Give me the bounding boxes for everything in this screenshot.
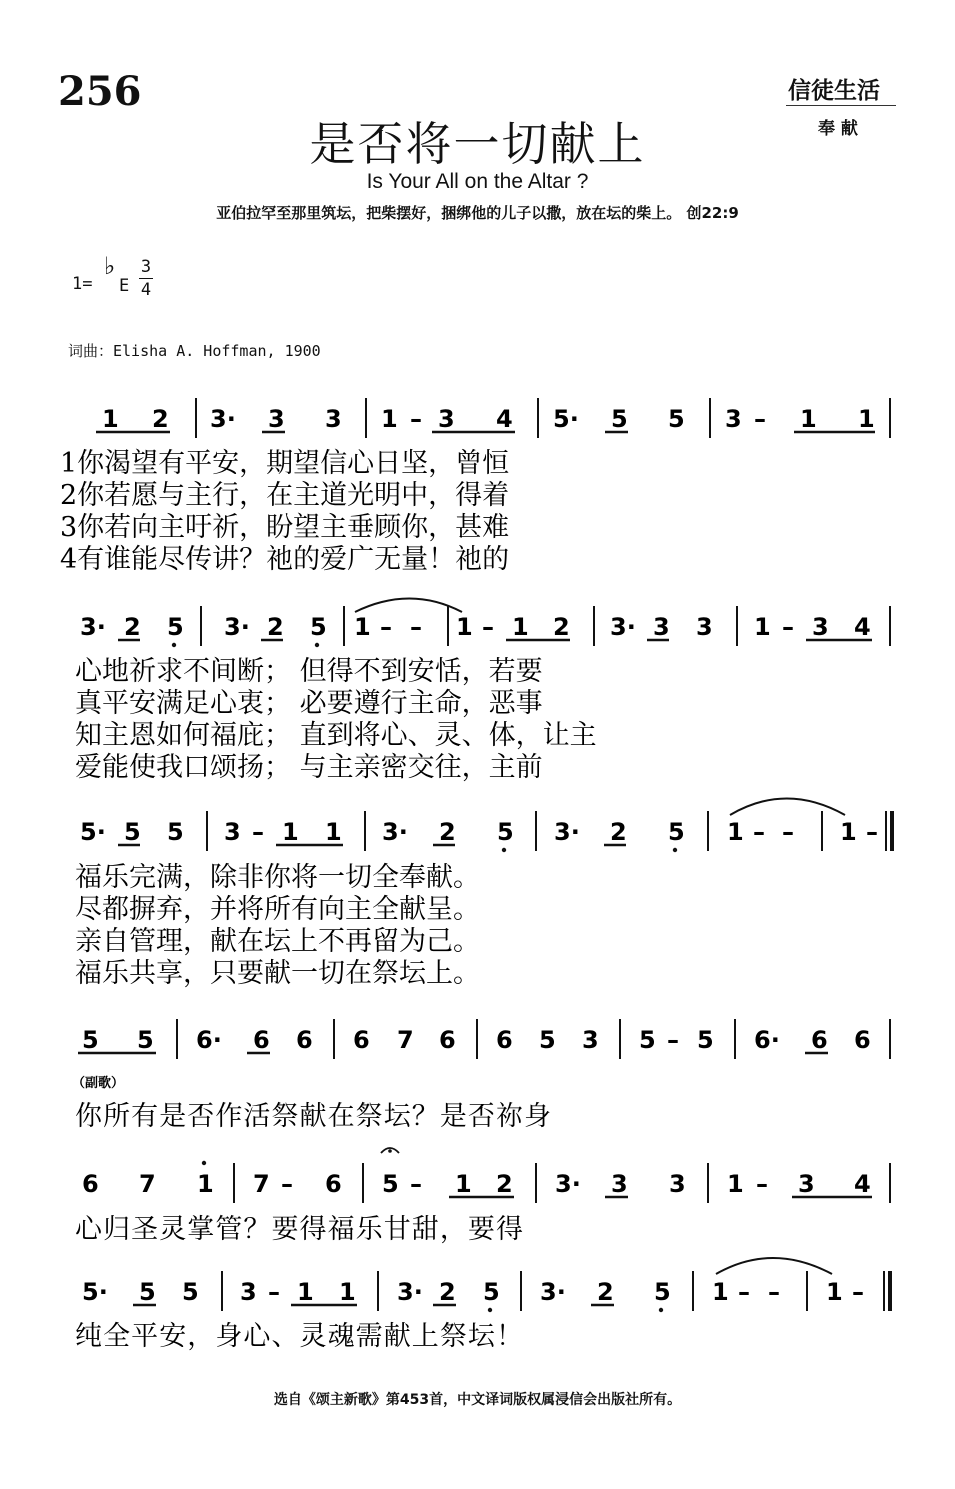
flat-sign: ♭: [104, 252, 116, 280]
svg-text:–: –: [782, 818, 794, 846]
time-signature-top: 3: [140, 257, 152, 277]
svg-text:3: 3: [224, 818, 241, 846]
svg-text:5: 5: [539, 1026, 556, 1054]
svg-text:–: –: [782, 613, 794, 641]
svg-text:–: –: [268, 1278, 280, 1306]
svg-text:1: 1: [754, 613, 771, 641]
svg-text:3: 3: [582, 1026, 599, 1054]
svg-text:6·: 6·: [754, 1026, 780, 1054]
lyric-line: 福乐完满，除非你将一切全奉献。: [75, 862, 480, 893]
svg-text:3·: 3·: [555, 1170, 581, 1198]
svg-text:3·: 3·: [610, 613, 636, 641]
svg-text:6: 6: [325, 1170, 342, 1198]
lyric-line: 心归圣灵掌管？要得福乐甘甜，要得: [75, 1214, 523, 1245]
svg-text:1: 1: [727, 1170, 744, 1198]
composer-credit: 词曲：Elisha A. Hoffman, 1900: [68, 342, 321, 360]
notation-system-2: [75, 599, 890, 784]
svg-text:3·: 3·: [554, 818, 580, 846]
svg-text:5: 5: [668, 818, 685, 846]
svg-text:6: 6: [253, 1026, 270, 1054]
svg-text:1: 1: [325, 818, 342, 846]
svg-text:3·: 3·: [80, 613, 106, 641]
svg-text:–: –: [768, 1278, 780, 1306]
svg-text:1: 1: [282, 818, 299, 846]
svg-text:3: 3: [325, 405, 342, 433]
svg-text:3: 3: [611, 1170, 628, 1198]
svg-text:5: 5: [697, 1026, 714, 1054]
svg-text:2: 2: [124, 613, 141, 641]
svg-text:5·: 5·: [553, 405, 579, 433]
svg-text:4: 4: [854, 613, 871, 641]
svg-text:3·: 3·: [382, 818, 408, 846]
svg-text:3: 3: [268, 405, 285, 433]
lyric-line: 你所有是否作活祭献在祭坛？是否祢身: [75, 1101, 551, 1132]
category-label: 信徒生活: [788, 77, 880, 104]
svg-text:6: 6: [82, 1170, 99, 1198]
svg-text:1: 1: [339, 1278, 356, 1306]
svg-text:1: 1: [840, 818, 857, 846]
svg-text:5: 5: [137, 1026, 154, 1054]
svg-text:5: 5: [497, 818, 514, 846]
svg-text:1: 1: [455, 1170, 472, 1198]
svg-text:4: 4: [496, 405, 513, 433]
svg-text:–: –: [667, 1026, 679, 1054]
svg-text:3: 3: [438, 405, 455, 433]
svg-text:–: –: [410, 613, 422, 641]
svg-text:5: 5: [382, 1170, 399, 1198]
lyric-line: 4有谁能尽传讲？祂的爱广无量！祂的: [60, 544, 510, 575]
svg-text:5: 5: [611, 405, 628, 433]
svg-text:5: 5: [82, 1026, 99, 1054]
scripture-verse: 亚伯拉罕至那里筑坛，把柴摆好，捆绑他的儿子以撒，放在坛的柴上。 创22:9: [216, 204, 739, 222]
lyric-line: 亲自管理，献在坛上不再留为己。: [75, 926, 480, 957]
svg-text:5·: 5·: [80, 818, 106, 846]
svg-text:2: 2: [152, 405, 169, 433]
lyric-line: 1你渴望有平安，期望信心日坚，曾恒: [60, 448, 510, 479]
svg-text:6: 6: [811, 1026, 828, 1054]
hymn-title: 是否将一切献上: [309, 117, 646, 171]
svg-text:5: 5: [167, 818, 184, 846]
svg-text:3: 3: [653, 613, 670, 641]
lyric-line: 3你若向主吁祈，盼望主垂顾你，甚难: [60, 512, 510, 543]
english-title: Is Your All on the Altar ?: [366, 170, 589, 193]
svg-text:1: 1: [354, 613, 371, 641]
svg-text:2: 2: [597, 1278, 614, 1306]
svg-text:5: 5: [167, 613, 184, 641]
svg-text:5: 5: [310, 613, 327, 641]
svg-text:7: 7: [139, 1170, 156, 1198]
svg-text:3·: 3·: [397, 1278, 423, 1306]
svg-text:6: 6: [439, 1026, 456, 1054]
notation-system-3: [75, 799, 892, 990]
svg-text:1: 1: [858, 405, 875, 433]
hymn-number: 256: [58, 68, 142, 115]
key-prefix: 1=: [72, 274, 93, 294]
svg-text:6: 6: [296, 1026, 313, 1054]
svg-text:1: 1: [381, 405, 398, 433]
notation-system-5: [75, 1148, 890, 1245]
notation-system-1: [60, 398, 890, 575]
lyric-line: 心地祈求不间断； 但得不到安恬，若要: [75, 656, 543, 687]
svg-text:5: 5: [639, 1026, 656, 1054]
svg-text:3: 3: [798, 1170, 815, 1198]
svg-text:–: –: [410, 1170, 422, 1198]
svg-text:1: 1: [712, 1278, 729, 1306]
svg-text:2: 2: [439, 818, 456, 846]
svg-text:–: –: [754, 405, 766, 433]
svg-text:6: 6: [854, 1026, 871, 1054]
svg-text:–: –: [410, 405, 422, 433]
svg-text:7: 7: [253, 1170, 270, 1198]
svg-text:2: 2: [553, 613, 570, 641]
svg-text:3: 3: [725, 405, 742, 433]
svg-text:7: 7: [397, 1026, 414, 1054]
svg-text:1: 1: [297, 1278, 314, 1306]
svg-text:6·: 6·: [196, 1026, 222, 1054]
svg-text:2: 2: [267, 613, 284, 641]
svg-text:3: 3: [240, 1278, 257, 1306]
svg-text:1: 1: [102, 405, 119, 433]
key-note: E: [119, 276, 130, 296]
svg-text:–: –: [756, 1170, 768, 1198]
svg-text:2: 2: [610, 818, 627, 846]
lyric-line: 纯全平安，身心、灵魂需献上祭坛！: [75, 1321, 523, 1352]
svg-text:4: 4: [854, 1170, 871, 1198]
svg-text:1: 1: [727, 818, 744, 846]
notation-system-6: [75, 1258, 890, 1352]
svg-text:3·: 3·: [224, 613, 250, 641]
svg-text:6: 6: [353, 1026, 370, 1054]
lyric-line: 知主恩如何福庇； 直到将心、灵、体，让主: [75, 720, 597, 751]
lyric-line: 2你若愿与主行，在主道光明中，得着: [60, 480, 510, 511]
lyric-line: 福乐共享，只要献一切在祭坛上。: [75, 958, 480, 989]
svg-text:3: 3: [669, 1170, 686, 1198]
svg-text:–: –: [252, 818, 264, 846]
svg-text:5: 5: [139, 1278, 156, 1306]
footer-copyright: 选自《颂主新歌》第453首，中文译词版权属浸信会出版社所有。: [273, 1392, 682, 1408]
svg-text:1: 1: [197, 1170, 214, 1198]
svg-text:5: 5: [654, 1278, 671, 1306]
lyric-line: 尽都摒弃，并将所有向主全献呈。: [75, 894, 480, 925]
lyric-line: 爱能使我口颂扬； 与主亲密交往，主前: [75, 752, 543, 783]
svg-text:5: 5: [124, 818, 141, 846]
svg-text:2: 2: [439, 1278, 456, 1306]
svg-text:2: 2: [496, 1170, 513, 1198]
svg-text:–: –: [738, 1278, 750, 1306]
svg-text:–: –: [866, 818, 878, 846]
svg-text:5·: 5·: [82, 1278, 108, 1306]
svg-text:5: 5: [182, 1278, 199, 1306]
notation-system-4: [72, 1019, 890, 1132]
svg-text:3: 3: [696, 613, 713, 641]
time-signature-bottom: 4: [140, 280, 152, 300]
svg-text:1: 1: [456, 613, 473, 641]
svg-text:–: –: [753, 818, 765, 846]
lyric-line: 真平安满足心衷； 必要遵行主命，恶事: [75, 688, 543, 719]
svg-text:1: 1: [800, 405, 817, 433]
svg-text:3·: 3·: [540, 1278, 566, 1306]
subcategory-label: 奉 献: [818, 119, 858, 139]
svg-text:1: 1: [512, 613, 529, 641]
svg-text:5: 5: [483, 1278, 500, 1306]
svg-text:6: 6: [496, 1026, 513, 1054]
svg-text:–: –: [281, 1170, 293, 1198]
svg-text:5: 5: [668, 405, 685, 433]
svg-text:–: –: [482, 613, 494, 641]
svg-text:1: 1: [826, 1278, 843, 1306]
chorus-label: （副歌）: [72, 1076, 125, 1091]
svg-text:–: –: [380, 613, 392, 641]
svg-text:3: 3: [812, 613, 829, 641]
svg-text:–: –: [852, 1278, 864, 1306]
svg-text:3·: 3·: [210, 405, 236, 433]
